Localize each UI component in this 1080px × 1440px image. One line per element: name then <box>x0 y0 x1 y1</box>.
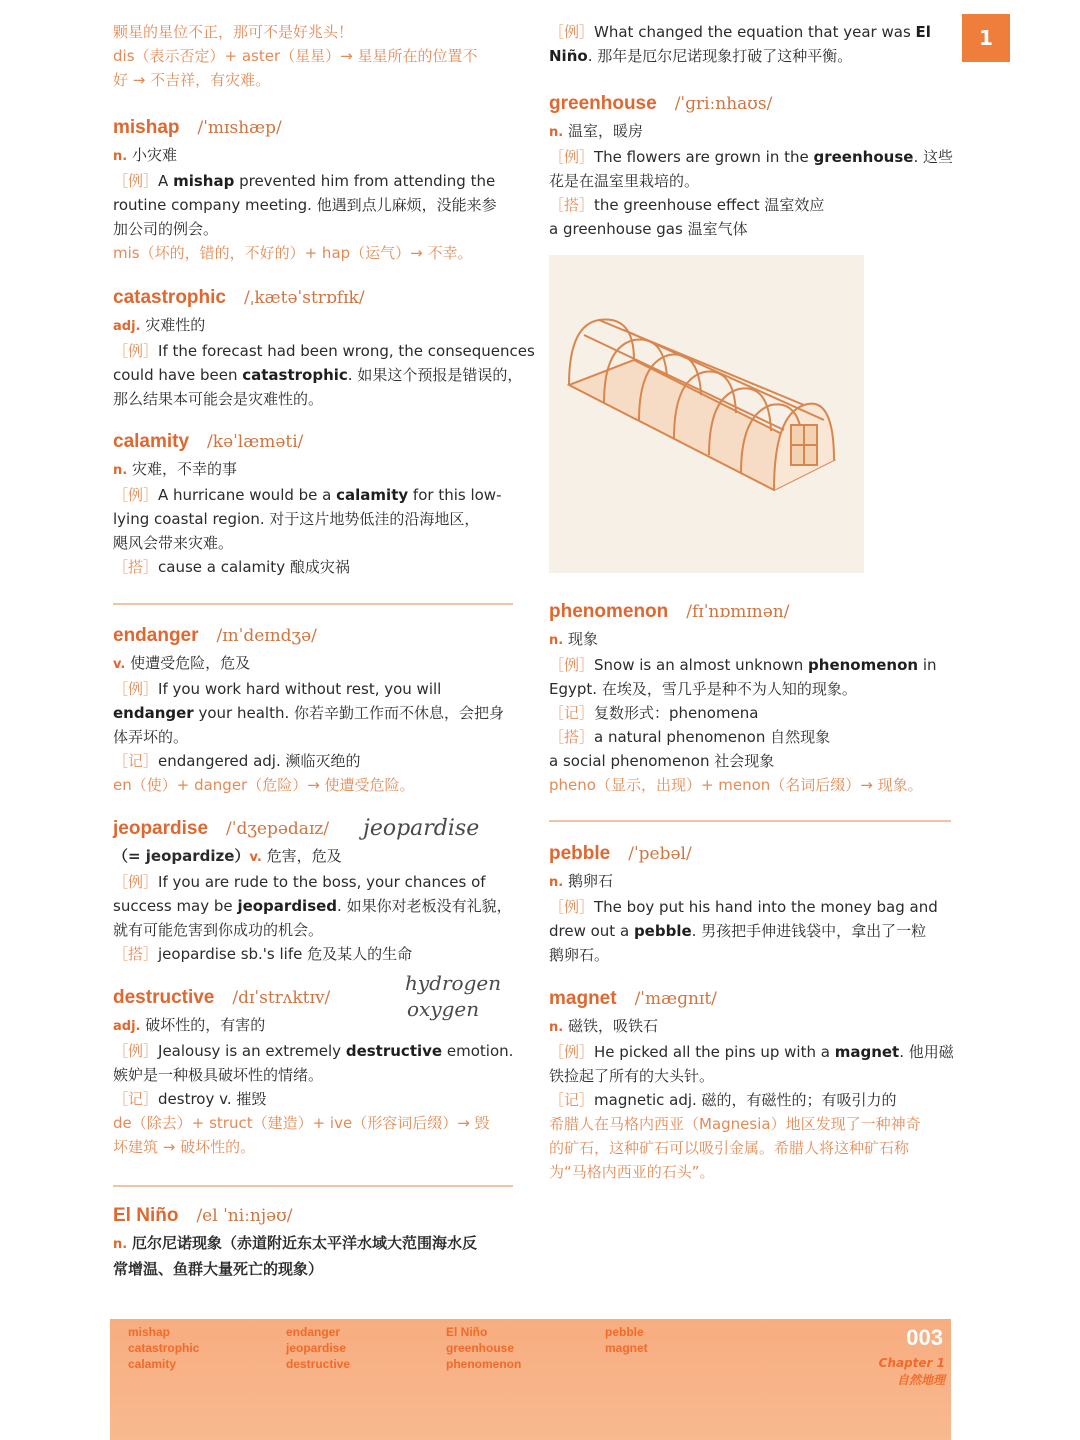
example-line-2: success may be jeopardised. 如果你对老板没有礼貌， <box>113 897 512 915</box>
example-line-1: ［例］What changed the equation that year was El <box>549 23 931 41</box>
page-number: 003 <box>906 1325 943 1350</box>
definition: n. 磁铁，吸铁石 <box>549 1017 658 1035</box>
example-line-2: 花是在温室里栽培的。 <box>549 172 700 190</box>
intro-line-2: dis（表示否定）+ aster（星星）→ 星星所在的位置不 <box>113 47 478 65</box>
handwritten-note-1: hydrogen <box>405 971 502 995</box>
example-line-1: ［例］A hurricane would be a calamity for this low- <box>113 486 502 504</box>
chapter-tab: 1 <box>962 14 1010 62</box>
phonetic: /kəˈlæməti/ <box>207 432 304 452</box>
greenhouse-illustration <box>549 255 864 573</box>
etymology: pheno（显示，出现）+ menon（名词后缀）→ 现象。 <box>549 776 923 794</box>
collocation-line-1: ［搭］the greenhouse effect 温室效应 <box>549 196 825 214</box>
intro-line-3: 好 → 不吉祥，有灾难。 <box>113 71 271 89</box>
entry-calamity <box>113 429 513 579</box>
entry-pebble <box>549 841 951 967</box>
example-line-3: 就有可能危害到你成功的机会。 <box>113 921 324 939</box>
example-line-1: ［例］If you work hard without rest, you will <box>113 680 442 698</box>
definition: n. 小灾难 <box>113 146 177 164</box>
headword: calamity /kəˈlæməti/ <box>113 431 304 452</box>
greenhouse-drawing <box>549 255 864 573</box>
intro-block <box>113 20 513 92</box>
phonetic: /ˈmæɡnɪt/ <box>634 989 717 1009</box>
definition-line-1: n. 厄尔尼诺现象（赤道附近东太平洋水域大范围海水反 <box>113 1234 477 1252</box>
etymology-line-3: 为“马格内西亚的石头”。 <box>549 1163 715 1181</box>
memory-note: ［记］destroy v. 摧毁 <box>113 1090 267 1108</box>
example-line-2: routine company meeting. 他遇到点儿麻烦，没能来参 <box>113 196 497 214</box>
example-line-2: Egypt. 在埃及，雪几乎是种不为人知的现象。 <box>549 680 857 698</box>
phonetic: /ˈpebəl/ <box>628 844 692 864</box>
footer-word-list-2: endanger jeopardise destructive <box>286 1325 351 1371</box>
footer-word-list-4: pebble magnet <box>605 1325 648 1355</box>
intro-line-1: 颗星的星位不正，那可不是好兆头！ <box>113 23 354 41</box>
memory-note: ［记］magnetic adj. 磁的，有磁性的；有吸引力的 <box>549 1091 897 1109</box>
entry-jeopardise <box>113 816 513 966</box>
example-line-1: ［例］The flowers are grown in the greenhouse. 这些 <box>549 148 953 166</box>
definition: adj. 破坏性的，有害的 <box>113 1016 266 1034</box>
example-line-3: 加公司的例会。 <box>113 220 219 238</box>
phonetic: /ˌkætəˈstrɒfɪk/ <box>243 288 365 308</box>
example-line-2: 铁捡起了所有的大头针。 <box>549 1067 715 1085</box>
definition: v. 使遭受危险，危及 <box>113 654 251 672</box>
entry-catastrophic <box>113 285 535 411</box>
entry-destructive <box>113 971 514 1159</box>
definition: n. 灾难，不幸的事 <box>113 460 237 478</box>
definition: （= jeopardize）v. 危害，危及 <box>113 847 342 865</box>
headword: pebble /ˈpebəl/ <box>549 843 692 864</box>
headword: magnet /ˈmæɡnɪt/ <box>549 988 717 1009</box>
example-line-1: ［例］If the forecast had been wrong, the consequences <box>113 342 535 360</box>
phonetic: /ˈdʒepədaɪz/ <box>226 819 330 839</box>
entry-el-nino <box>113 1203 513 1281</box>
headword: greenhouse /ˈɡriːnhaʊs/ <box>549 93 773 114</box>
example-line-3: 飓风会带来灾难。 <box>113 534 234 552</box>
etymology: mis（坏的，错的，不好的）+ hap（运气）→ 不幸。 <box>113 244 473 262</box>
example-line-3: 体弄坏的。 <box>113 728 189 746</box>
etymology: en（使）+ danger（危险）→ 使遭受危险。 <box>113 776 415 794</box>
collocation: ［搭］cause a calamity 酿成灾祸 <box>113 558 350 576</box>
footer-word-list-1: mishap catastrophic calamity <box>128 1325 200 1371</box>
example-line-1: ［例］He picked all the pins up with a magnet. 他用磁 <box>549 1043 954 1061</box>
chapter-label: Chapter 1 自然地理 <box>878 1356 945 1387</box>
headword: catastrophic /ˌkætəˈstrɒfɪk/ <box>113 287 365 308</box>
divider <box>113 603 513 605</box>
etymology-line-1: 希腊人在马格内西亚（Magnesia）地区发现了一种神奇 <box>549 1115 921 1133</box>
definition: n. 鹅卵石 <box>549 872 613 890</box>
collocation-line-1: ［搭］a natural phenomenon 自然现象 <box>549 728 831 746</box>
collocation: ［搭］jeopardise sb.'s life 危及某人的生命 <box>113 945 413 963</box>
etymology-line-2: 坏建筑 → 破坏性的。 <box>113 1138 256 1156</box>
etymology-line-1: de（除去）+ struct（建造）+ ive（形容词后缀）→ 毁 <box>113 1114 490 1132</box>
example-line-1: ［例］Snow is an almost unknown phenomenon in <box>549 656 937 674</box>
example-line-1: ［例］Jealousy is an extremely destructive emotion. <box>113 1042 514 1060</box>
example-line-3: 那么结果本可能会是灾难性的。 <box>113 390 324 408</box>
entry-magnet <box>549 986 954 1184</box>
headword: destructive /dɪˈstrʌktɪv/ <box>113 987 331 1008</box>
phonetic: /ɪnˈdeɪndʒə/ <box>216 626 317 646</box>
phonetic: /dɪˈstrʌktɪv/ <box>232 988 331 1008</box>
divider <box>113 1185 513 1187</box>
example-line-1: ［例］The boy put his hand into the money bag and <box>549 898 938 916</box>
definition: n. 温室，暖房 <box>549 122 643 140</box>
collocation-line-2: a greenhouse gas 温室气体 <box>549 220 748 238</box>
el-nino-example <box>549 20 951 68</box>
example-line-3: 鹅卵石。 <box>549 946 610 964</box>
etymology-line-2: 的矿石，这种矿石可以吸引金属。希腊人将这种矿石称 <box>549 1139 910 1157</box>
entry-greenhouse <box>549 91 951 241</box>
entry-endanger <box>113 623 513 797</box>
phonetic: /el ˈniːnjəʊ/ <box>196 1206 293 1226</box>
entry-phenomenon <box>549 599 951 797</box>
definition: adj. 灾难性的 <box>113 316 206 334</box>
handwritten-note-2: oxygen <box>407 997 480 1021</box>
footer-word-list-3: El Niño greenhouse phenomenon <box>446 1325 522 1371</box>
headword: jeopardise /ˈdʒepədaɪz/ <box>113 818 330 839</box>
definition: n. 现象 <box>549 630 598 648</box>
example-line-1: ［例］A mishap prevented him from attending the <box>113 172 496 190</box>
example-line-2: 嫉妒是一种极具破坏性的情绪。 <box>113 1066 324 1084</box>
example-line-1: ［例］If you are rude to the boss, your chances of <box>113 873 486 891</box>
divider <box>549 820 951 822</box>
example-line-2: could have been catastrophic. 如果这个预报是错误的， <box>113 366 523 384</box>
entry-mishap <box>113 115 513 265</box>
headword: phenomenon /fɪˈnɒmɪnən/ <box>549 601 790 622</box>
handwritten-note: jeopardise <box>363 816 480 841</box>
phonetic: /ˈɡriːnhaʊs/ <box>674 94 773 114</box>
headword: endanger /ɪnˈdeɪndʒə/ <box>113 625 317 646</box>
example-line-2: drew out a pebble. 男孩把手伸进钱袋中，拿出了一粒 <box>549 922 927 940</box>
headword: El Niño /el ˈniːnjəʊ/ <box>113 1205 293 1226</box>
collocation-line-2: a social phenomenon 社会现象 <box>549 752 775 770</box>
memory-note: ［记］复数形式：phenomena <box>549 704 759 722</box>
phonetic: /fɪˈnɒmɪnən/ <box>686 602 790 622</box>
memory-note: ［记］endangered adj. 濒临灭绝的 <box>113 752 361 770</box>
example-line-2: Niño. 那年是厄尔尼诺现象打破了这种平衡。 <box>549 47 853 65</box>
headword: mishap /ˈmɪshæp/ <box>113 117 282 138</box>
footer-bar <box>110 1319 951 1440</box>
definition-line-2: 常增温、鱼群大量死亡的现象） <box>113 1260 324 1278</box>
phonetic: /ˈmɪshæp/ <box>197 118 282 138</box>
example-line-2: endanger your health. 你若辛勤工作而不休息，会把身 <box>113 704 505 722</box>
example-line-2: lying coastal region. 对于这片地势低洼的沿海地区， <box>113 510 480 528</box>
